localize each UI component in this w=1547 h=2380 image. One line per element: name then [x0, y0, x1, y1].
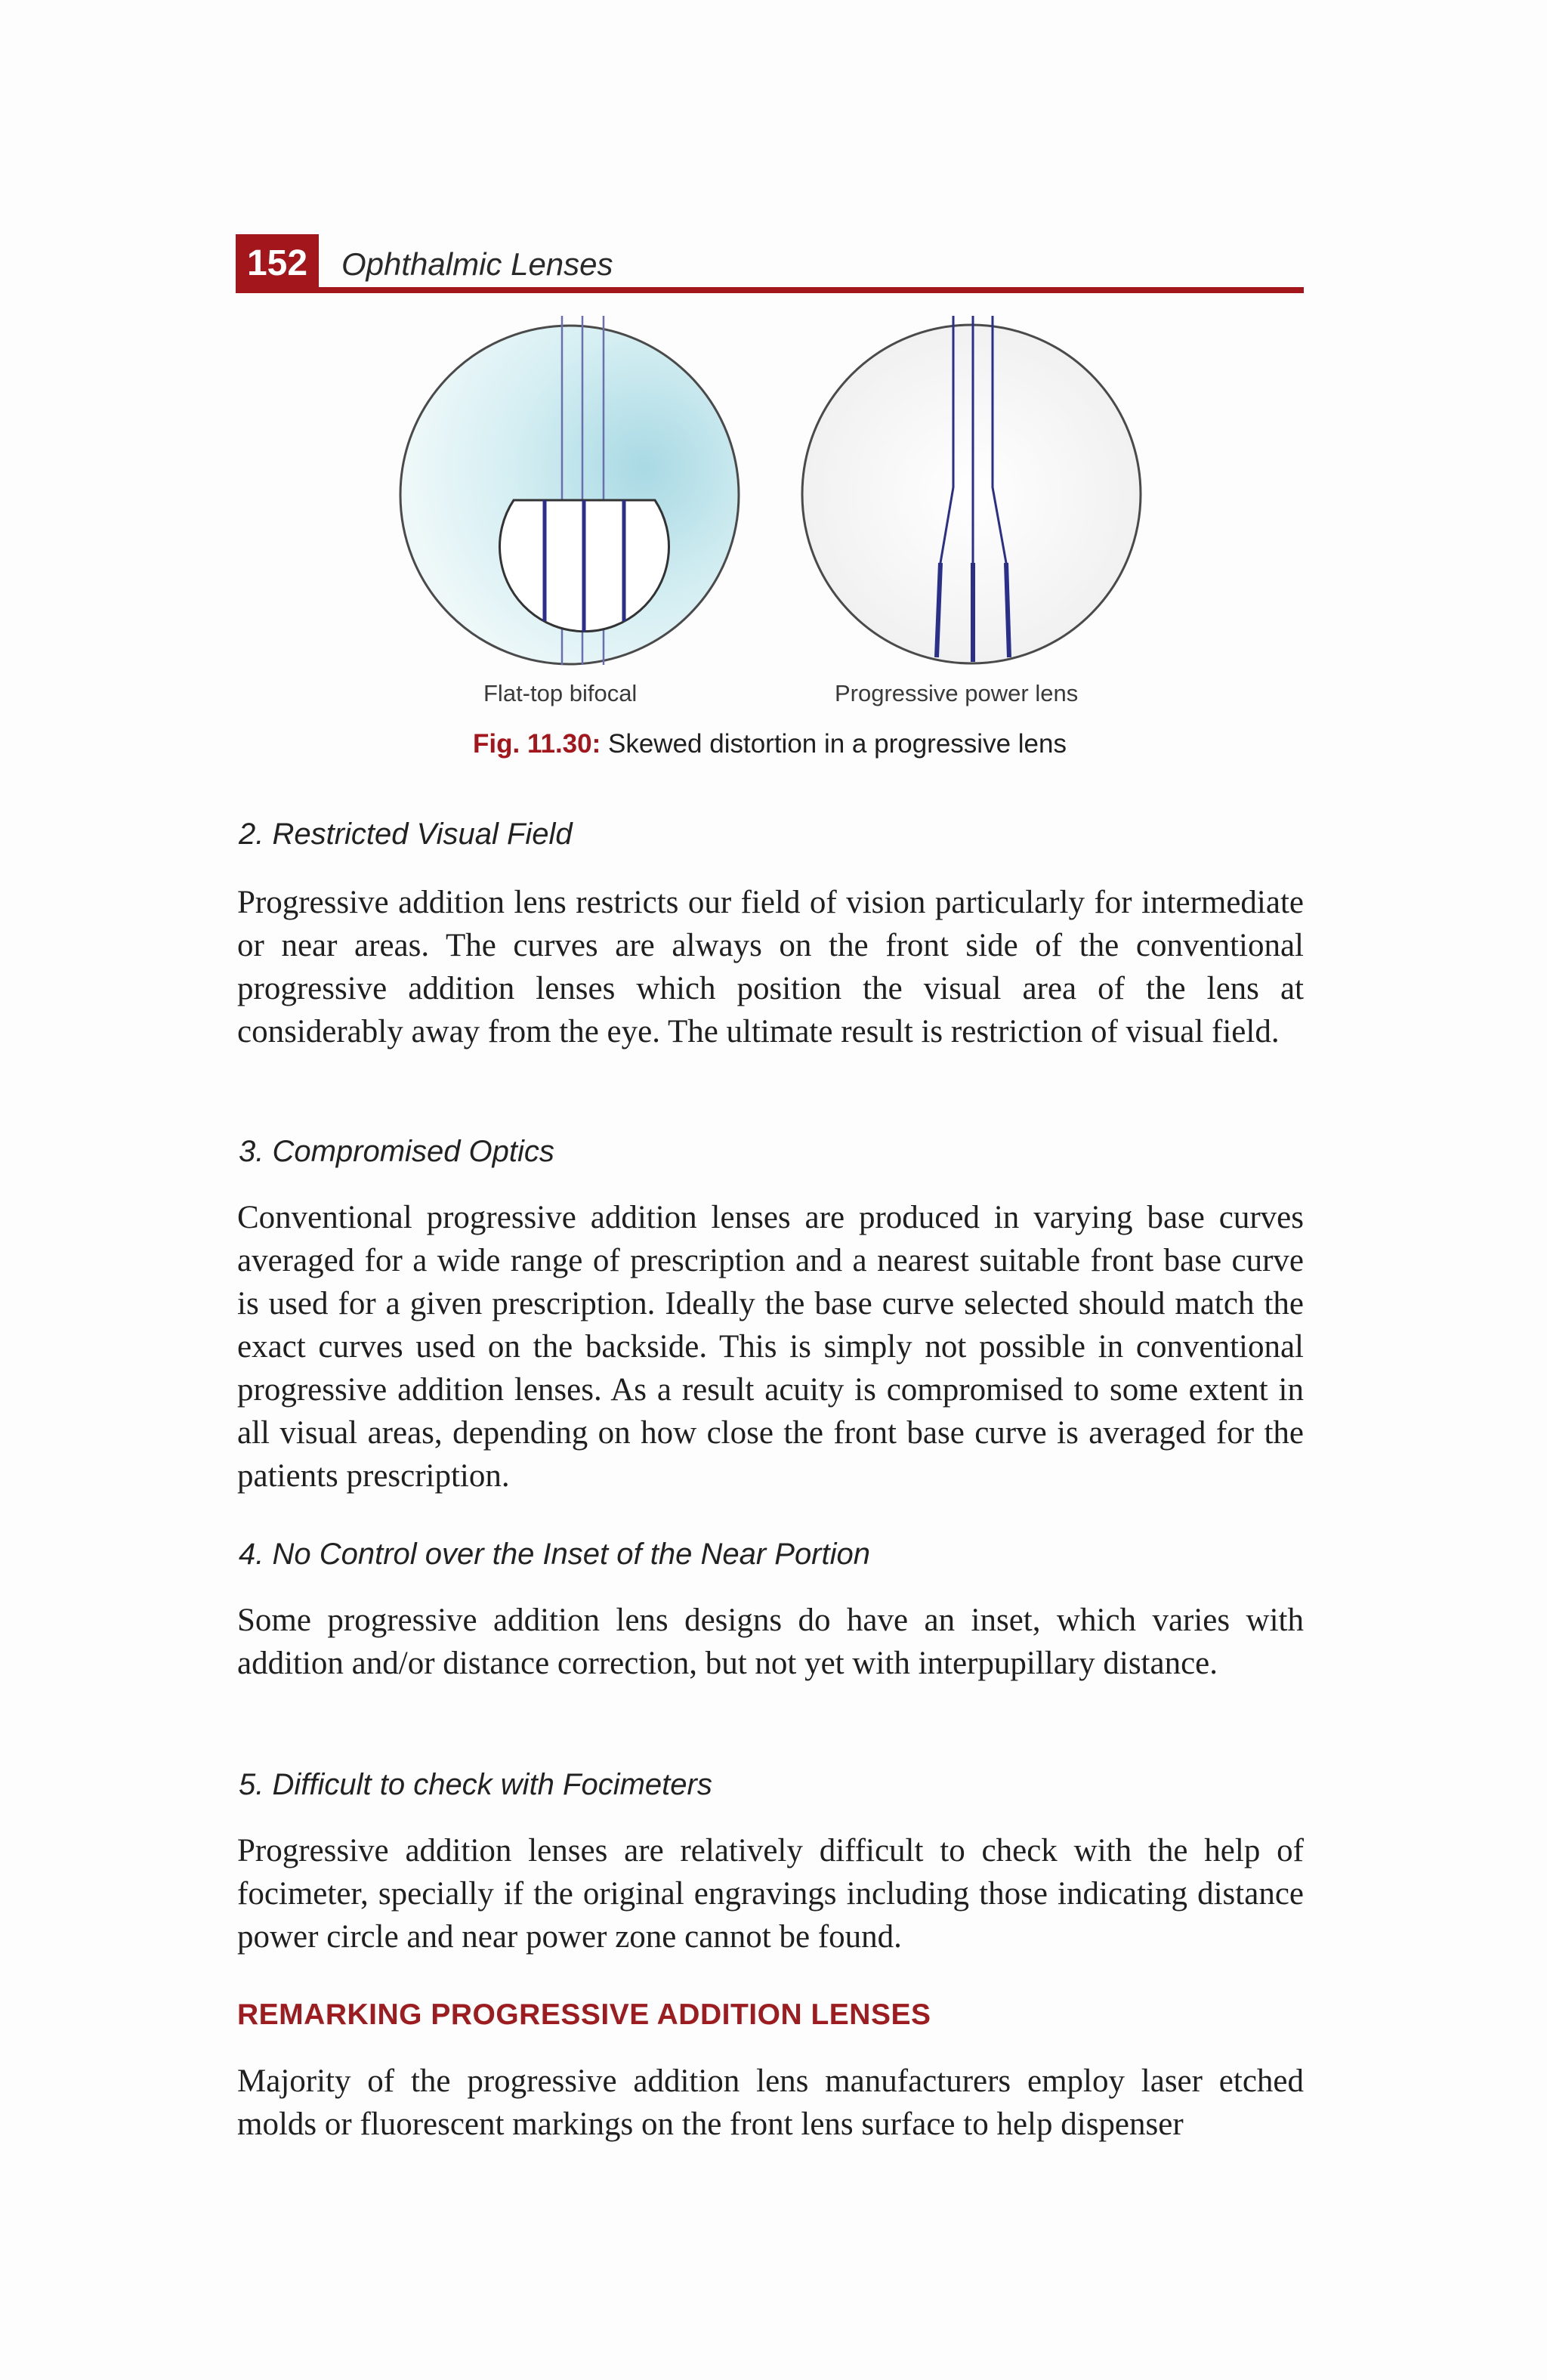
paragraph-no-control-inset: Some progressive addition lens designs do have an inset, which varies with addition and/or distance correction, but not yet with interpupillary distance.: [237, 1603, 1304, 1681]
flat-top-bifocal-lens: [400, 316, 739, 665]
figure-caption: [236, 729, 1304, 759]
caption-number: Fig. 11.30:: [473, 729, 601, 759]
paragraph-remarking: Majority of the progressive addition lens manufacturers employ laser etched molds or fluorescent markings on the front lens surface to help dispenser: [237, 2063, 1304, 2142]
subheading-no-control-inset: 4. No Control over the Inset of the Near Portion: [239, 1538, 870, 1571]
section-heading-remarking: REMARKING PROGRESSIVE ADDITION LENSES: [237, 1998, 931, 2031]
subheading-compromised-optics: 3. Compromised Optics: [239, 1135, 554, 1168]
paragraph-restricted-visual-field: Progressive addition lens restricts our field of vision particularly for intermediate or near areas. The curves are always on the front side of the conventional progressive addition lenses which position the visual area of the lens at considerably away from the eye. The ultimate result is restriction of visual field.: [237, 885, 1304, 1049]
progressive-power-lens: [802, 316, 1141, 663]
running-title: Ophthalmic Lenses: [341, 246, 613, 282]
caption-text: Skewed distortion in a progressive lens: [601, 729, 1067, 759]
subheading-difficult-to-check: 5. Difficult to check with Focimeters: [239, 1768, 712, 1801]
paragraph-difficult-to-check: Progressive addition lenses are relatively difficult to check with the help of focimeter, specially if the original engravings including those indicating distance power circle and near power zone cannot be found.: [237, 1833, 1304, 1955]
page-header: [236, 234, 1304, 295]
page-number: 152: [236, 234, 319, 293]
subheading-restricted-visual-field: 2. Restricted Visual Field: [239, 818, 573, 851]
lens-diagram-svg: [378, 302, 1171, 695]
label-progressive-power-lens: Progressive power lens: [835, 680, 1079, 706]
figure-lens-diagram: [378, 302, 1171, 725]
label-flat-top-bifocal: Flat-top bifocal: [483, 680, 638, 706]
paragraph-compromised-optics: Conventional progressive addition lenses are produced in varying base curves averaged for a wide range of prescription and a nearest suitable front base curve is used for a given prescription. Ideally the base curve selected should match the exact curves used on the backside. This is simply not possible in conventional progressive addition lenses. As a result acuity is compromised to some extent in all visual areas, depending on how close the front base curve is averaged for the patients prescription.: [237, 1200, 1304, 1494]
header-rule: [319, 287, 1304, 293]
